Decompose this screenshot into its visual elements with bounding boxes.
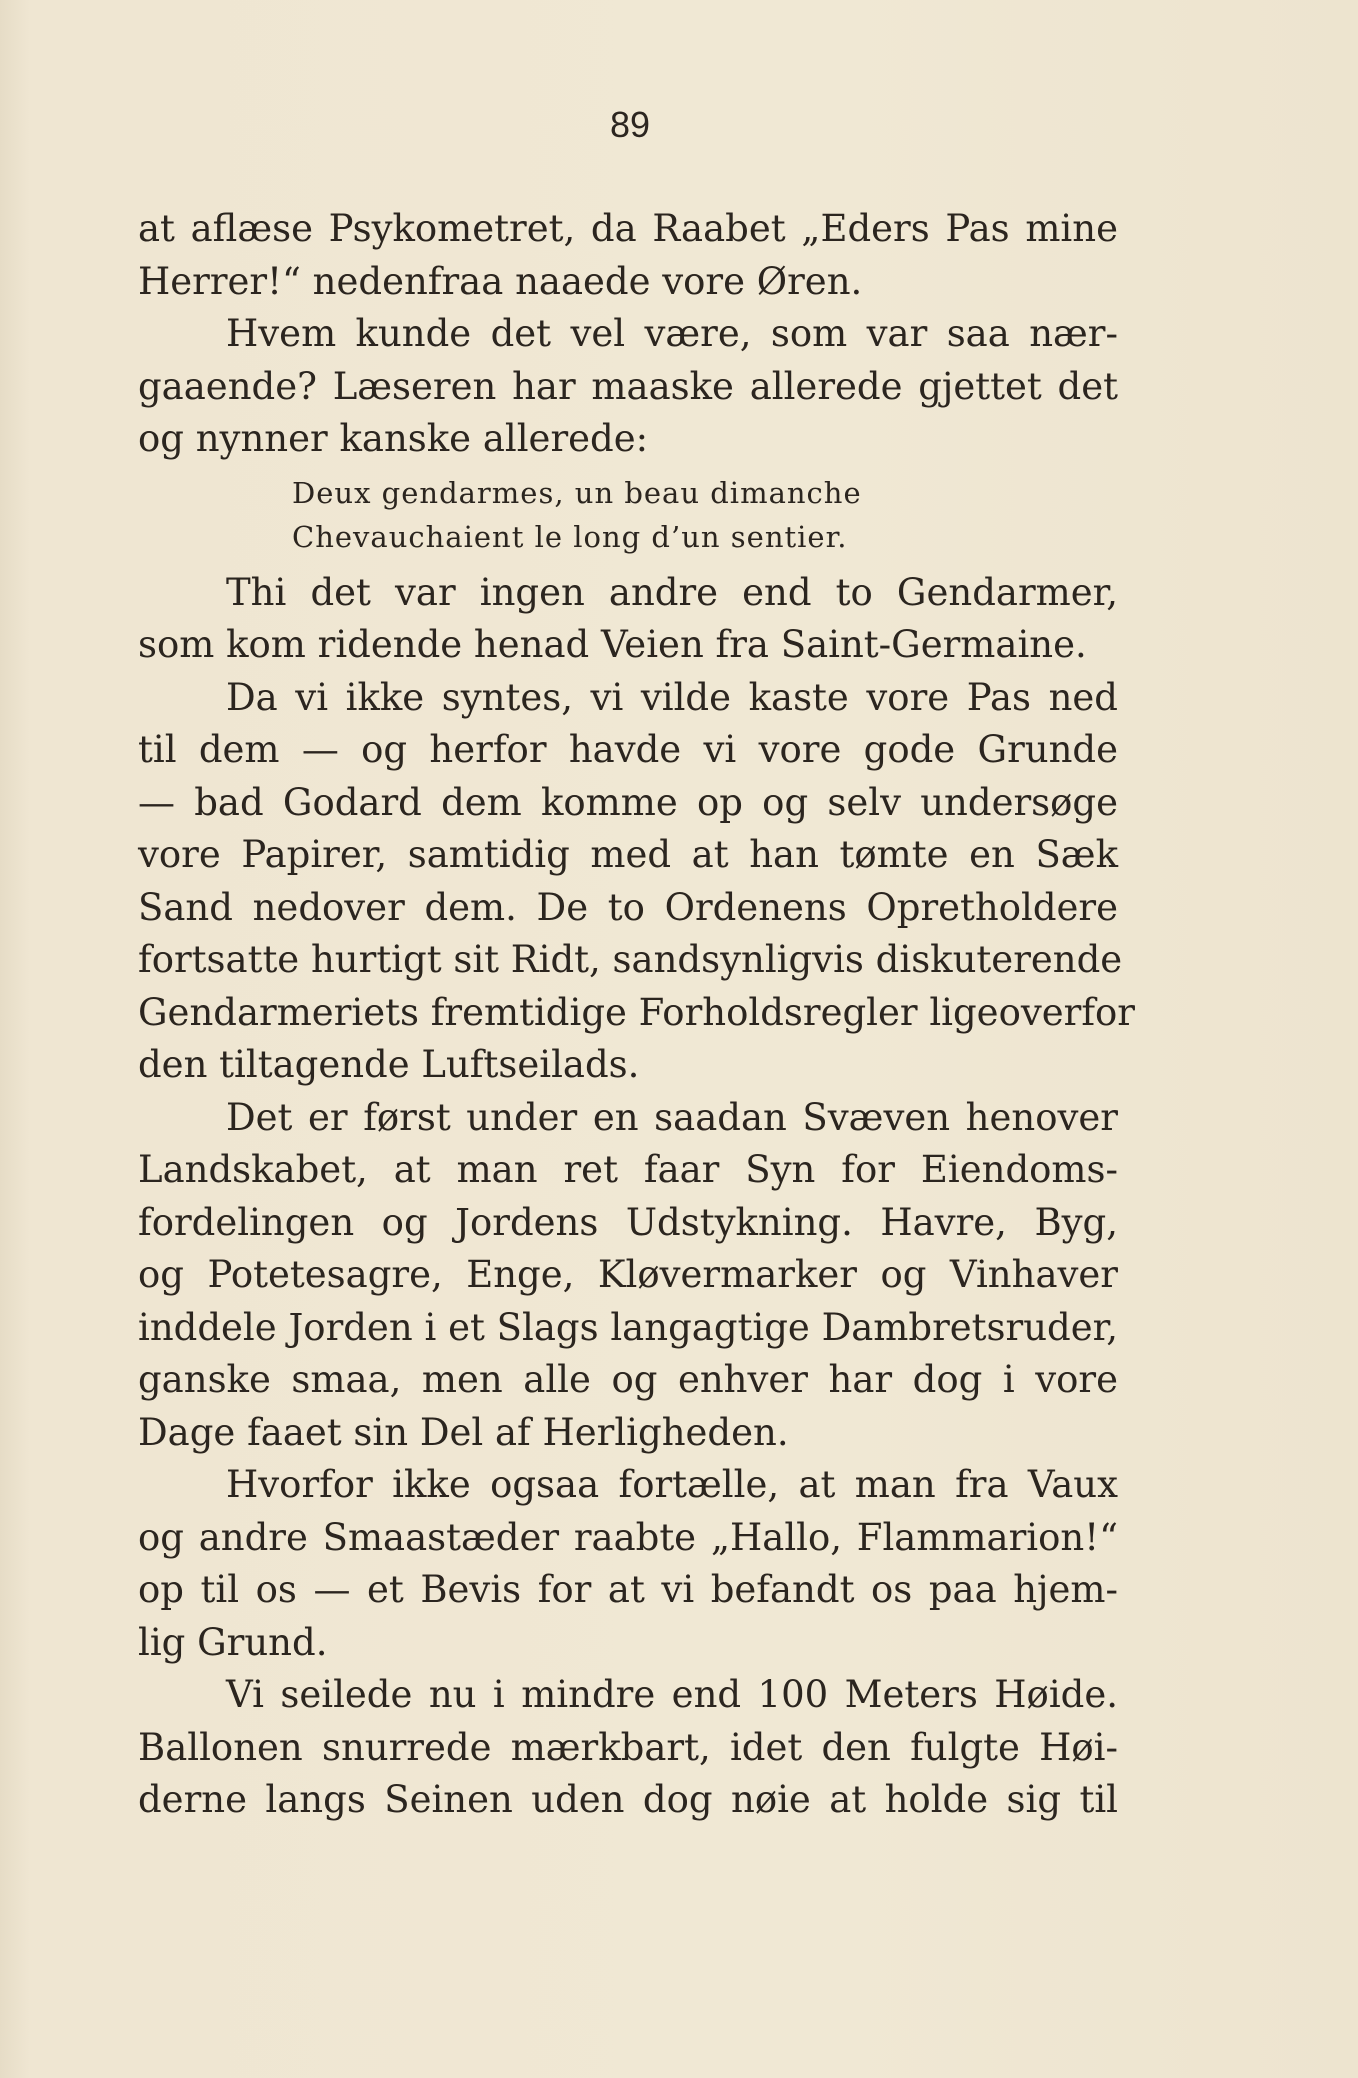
- page-number: 89: [609, 104, 651, 145]
- text-line: Da vi ikke syntes, vi vilde kaste vore Pas ned: [226, 675, 1118, 719]
- text-line: Hvem kunde det vel være, som var saa nær-: [226, 312, 1118, 355]
- text-line: derne langs Seinen uden dog nøie at holde sig til: [138, 1778, 1118, 1821]
- text-line: lig Grund.: [138, 1620, 328, 1664]
- text-line: inddele Jorden i et Slags langagtige Dambretsruder,: [138, 1305, 1118, 1349]
- text-line: Vi seilede nu i mindre end 100 Meters Høide.: [226, 1673, 1118, 1716]
- text-line: Herrer!“ nedenfraa naaede vore Øren.: [138, 259, 863, 303]
- text-line: Thi det var ingen andre end to Gendarmer,: [226, 570, 1118, 614]
- text-line: Gendarmeriets fremtidige Forholdsregler ligeoverfor: [138, 990, 1135, 1034]
- text-line: at aflæse Psykometret, da Raabet „Eders Pas mine: [138, 207, 1118, 250]
- verse-line: Chevauchaient le long d’un sentier.: [292, 519, 848, 554]
- text-line: Ballonen snurrede mærkbart, idet den fulgte Høi-: [138, 1725, 1118, 1769]
- text-line: vore Papirer, samtidig med at han tømte en Sæk: [138, 833, 1118, 876]
- text-line: til dem — og herfor havde vi vore gode Grunde: [138, 728, 1118, 771]
- text-line: Landskabet, at man ret faar Syn for Eiendoms-: [138, 1148, 1118, 1191]
- text-line: Dage faaet sin Del af Herligheden.: [138, 1410, 789, 1454]
- text-line: fortsatte hurtigt sit Ridt, sandsynligvis diskuterende: [138, 938, 1123, 981]
- verse-line: Deux gendarmes, un beau dimanche: [292, 475, 862, 510]
- verse-quote: [138, 466, 1118, 567]
- text-line: fordelingen og Jordens Udstykning. Havre, Byg,: [138, 1200, 1118, 1244]
- text-line: Det er først under en saadan Svæven henover: [226, 1095, 1118, 1139]
- text-line: op til os — et Bevis for at vi befandt os paa hjem-: [138, 1568, 1118, 1611]
- body-text: [138, 203, 1135, 1827]
- text-line: gaaende? Læseren har maaske allerede gjettet det: [138, 364, 1118, 408]
- text-line: og nynner kanske allerede:: [138, 417, 649, 460]
- text-line: ganske smaa, men alle og enhver har dog i vore: [138, 1358, 1118, 1401]
- text-line: Sand nedover dem. De to Ordenens Opretholdere: [138, 885, 1118, 929]
- text-line: Hvorfor ikke ogsaa fortælle, at man fra Vaux: [226, 1463, 1118, 1506]
- text-line: den tiltagende Luftseilads.: [138, 1043, 640, 1086]
- text-line: som kom ridende henad Veien fra Saint-Germaine.: [138, 623, 1087, 666]
- text-line: — bad Godard dem komme op og selv undersøge: [138, 780, 1118, 824]
- text-line: og andre Smaastæder raabte „Hallo, Flammarion!“: [138, 1515, 1118, 1559]
- text-line: og Potetesagre, Enge, Kløvermarker og Vinhaver: [138, 1253, 1118, 1296]
